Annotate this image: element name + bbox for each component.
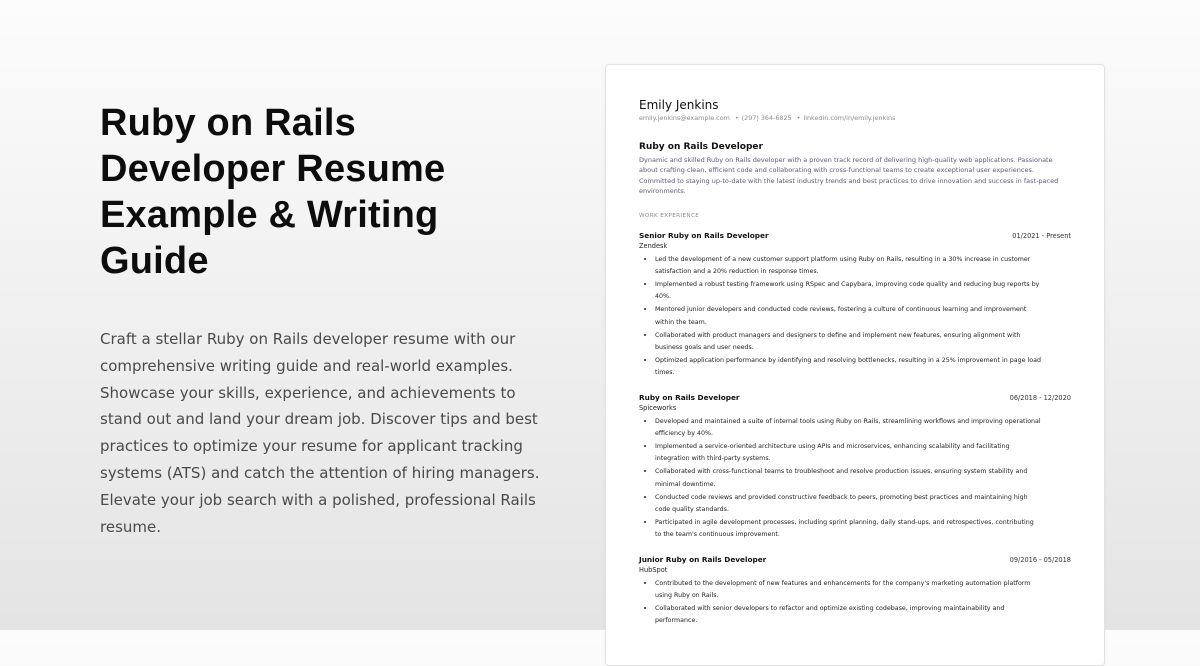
job-header <box>639 230 1071 241</box>
job-bullet: • Collaborated with product managers and designers to define and implement new features, ensuring alignment with business goals and user needs. <box>655 329 1041 354</box>
job-bullets <box>639 577 1071 628</box>
job-bullet: • Developed and maintained a suite of internal tools using Ruby on Rails, streamlining workflows and improving operational efficiency by 40%. <box>655 415 1041 440</box>
job-bullets <box>639 415 1071 542</box>
resume-summary: Dynamic and skilled Ruby on Rails developer with a proven track record of delivering high-quality web applications. Passionate about crafting clean, efficient code and collaborating with cross-functional teams to create exceptional user experiences. Committed to staying up-to-date with the latest industry trends and best practices to drive innovation and success in fast-paced environments. <box>639 156 1059 196</box>
job-bullet: • Implemented a service-oriented architecture using APIs and microservices, enhancing scalability and facilitating integration with third-party systems. <box>655 440 1041 465</box>
job-entry <box>639 554 1071 628</box>
job-bullet: • Conducted code reviews and provided constructive feedback to peers, promoting best practices and maintaining high code quality standards. <box>655 491 1041 516</box>
job-bullet: • Led the development of a new customer support platform using Ruby on Rails, resulting in a 30% increase in customer satisfaction and a 20% reduction in response times. <box>655 253 1041 278</box>
page-description: Craft a stellar Ruby on Rails developer resume with our comprehensive writing guide and real-world examples. Showcase your skills, experience, and achievements to stand out and land your dream job. Discover tips and best practices to optimize your resume for applicant tracking systems (ATS) and catch the attention of hiring managers. Elevate your job search with a polished, professional Rails resume. <box>100 330 540 536</box>
section-label-work-experience: WORK EXPERIENCE <box>639 212 700 219</box>
resume-content <box>639 98 1071 628</box>
page-title: Ruby on Rails Developer Resume Example & Writing Guide <box>100 102 446 282</box>
job-bullet: • Collaborated with cross-functional teams to troubleshoot and resolve production issues, ensuring system stability and minimal downtime. <box>655 465 1041 490</box>
job-bullet: • Participated in agile development processes, including sprint planning, daily stand-ups, and retrospectives, contributing to the team's continuous improvement. <box>655 516 1041 541</box>
job-company: Spiceworks <box>639 403 677 412</box>
job-bullet: • Contributed to the development of new features and enhancements for the company's marketing automation platform using Ruby on Rails. <box>655 577 1041 602</box>
job-company: HubSpot <box>639 565 668 574</box>
job-entry <box>639 392 1071 542</box>
resume-phone: (297) 364-6825 <box>741 114 792 122</box>
resume-preview <box>605 64 1105 666</box>
resume-name: Emily Jenkins <box>639 98 719 112</box>
job-title: Ruby on Rails Developer <box>639 392 740 402</box>
contact-separator: • <box>796 114 801 122</box>
resume-linkedin: linkedin.com/in/emily.jenkins <box>803 114 896 122</box>
contact-separator: • <box>734 114 739 122</box>
job-dates: 09/2016 - 05/2018 <box>1009 555 1071 564</box>
hero <box>100 100 550 540</box>
job-company: Zendesk <box>639 241 668 250</box>
job-header <box>639 554 1071 565</box>
job-title: Junior Ruby on Rails Developer <box>639 554 767 564</box>
job-bullet: • Collaborated with senior developers to refactor and optimize existing codebase, improving maintainability and performance. <box>655 602 1041 627</box>
resume-email: emily.jenkins@example.com <box>639 114 730 122</box>
resume-contact <box>639 114 1071 123</box>
job-bullet: • Optimized application performance by identifying and resolving bottlenecks, resulting in a 25% improvement in page load times. <box>655 354 1041 379</box>
work-experience-list <box>639 230 1071 628</box>
job-title: Senior Ruby on Rails Developer <box>639 230 769 240</box>
job-bullet: • Mentored junior developers and conducted code reviews, fostering a culture of continuous learning and improvement within the team. <box>655 303 1041 328</box>
job-dates: 01/2021 - Present <box>1012 231 1071 240</box>
job-bullet: • Implemented a robust testing framework using RSpec and Capybara, improving code quality and reducing bug reports by 40%. <box>655 278 1041 303</box>
job-dates: 06/2018 - 12/2020 <box>1009 393 1071 402</box>
job-header <box>639 392 1071 403</box>
job-bullets <box>639 253 1071 380</box>
resume-title: Ruby on Rails Developer <box>639 142 763 152</box>
job-entry <box>639 230 1071 380</box>
